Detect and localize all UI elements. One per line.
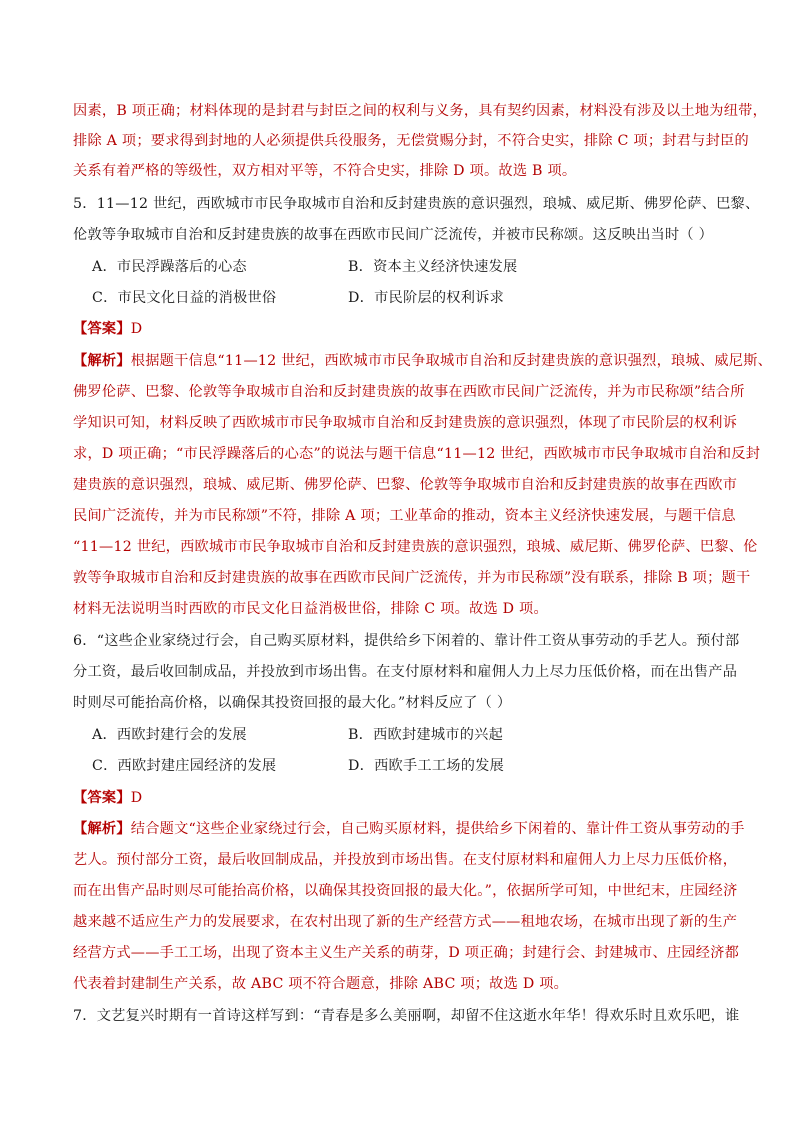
answer-value: D	[130, 790, 143, 806]
option-a: A．西欧封建行会的发展	[92, 727, 247, 743]
question-6-stem: 时则尽可能抬高价格，以确保其投资回报的最大化。”材料反应了（ ）	[73, 695, 512, 711]
analysis-text-line: 排除 A 项；要求得到封地的人必须提供兵役服务，无偿赏赐分封，不符合史实，排除 C 项；封君与封臣的	[73, 133, 749, 149]
analysis-text-line: 敦等争取城市自治和反封建贵族的故事在西欧市民间广泛流传，并为市民称颂”没有联系，排除 B 项；题干	[73, 570, 751, 586]
option-b: B．资本主义经济快速发展	[348, 259, 518, 275]
option-c: C．西欧封建庄园经济的发展	[92, 758, 277, 774]
analysis-tag: 【解析】	[73, 353, 131, 369]
question-5-analysis-first	[73, 351, 772, 371]
analysis-tag: 【解析】	[73, 821, 131, 837]
analysis-text-line: 越来越不适应生产力的发展要求，在农村出现了新的生产经营方式——租地农场，在城市出现了新的生产	[73, 914, 738, 930]
analysis-text-line: 艺人。预付部分工资，最后收回制成品，并投放到市场出售。在支付原材料和雇佣人力上尽力压低价格，	[73, 852, 738, 868]
option-c: C．市民文化日益的消极世俗	[92, 290, 277, 306]
analysis-text-line: 学知识可知，材料反映了西欧城市市民争取城市自治和反封建贵族的意识强烈，体现了市民阶层的权利诉	[73, 415, 738, 431]
analysis-text-line: 民间广泛流传，并为市民称颂”不符，排除 A 项；工业革命的推动，资本主义经济快速发展，与题干信息	[73, 508, 736, 524]
analysis-text-line: 经营方式——手工工场，出现了资本主义生产关系的萌芽，D 项正确；封建行会、封建城市、庄园经济都	[73, 945, 740, 961]
analysis-text-line: 代表着封建制生产关系，故 ABC 项不符合题意，排除 ABC 项；故选 D 项。	[73, 976, 569, 992]
answer-tag: 【答案】	[73, 321, 131, 337]
question-6-analysis-first	[73, 819, 745, 839]
option-a: A．市民浮躁落后的心态	[92, 259, 247, 275]
analysis-text-line: 材料无法说明当时西欧的市民文化日益消极世俗，排除 C 项。故选 D 项。	[73, 601, 548, 617]
analysis-text-line: 求，D 项正确；“市民浮躁落后的心态”的说法与题干信息“11—12 世纪，西欧城市市民争取城市自治和反封	[73, 446, 761, 462]
analysis-text-line: 佛罗伦萨、巴黎、伦敦等争取城市自治和反封建贵族的故事在西欧市民间广泛流传，并为市民称颂”结合所	[73, 384, 745, 400]
question-5-answer	[73, 319, 142, 339]
option-b: B．西欧封建城市的兴起	[348, 727, 504, 743]
option-d: D．西欧手工工场的发展	[348, 758, 505, 774]
question-5-stem: 5．11—12 世纪，西欧城市市民争取城市自治和反封建贵族的意识强烈，琅城、威尼斯、佛罗伦萨、巴黎、	[73, 196, 760, 212]
analysis-text: 结合题文“这些企业家绕过行会，自己购买原材料，提供给乡下闲着的、靠计件工资从事劳动的手	[130, 821, 745, 837]
analysis-text-line: 因素，B 项正确；材料体现的是封君与封臣之间的权利与义务，具有契约因素，材料没有涉及以土地为纽带，	[73, 103, 768, 119]
analysis-text-line: 关系有着严格的等级性，双方相对平等，不符合史实，排除 D 项。故选 B 项。	[73, 163, 577, 179]
analysis-text-line: 而在出售产品时则尽可能抬高价格，以确保其投资回报的最大化。”，依据所学可知，中世纪末，庄园经济	[73, 883, 738, 899]
option-d: D．市民阶层的权利诉求	[348, 290, 505, 306]
analysis-text-line: 建贵族的意识强烈，琅城、威尼斯、佛罗伦萨、巴黎、伦敦等争取城市自治和反封建贵族的故事在西欧市	[73, 477, 738, 493]
analysis-text: 根据题干信息“11—12 世纪，西欧城市市民争取城市自治和反封建贵族的意识强烈，琅城、威尼斯、	[130, 353, 773, 369]
analysis-text-line: “11—12 世纪，西欧城市市民争取城市自治和反封建贵族的意识强烈，琅城、威尼斯、佛罗伦萨、巴黎、伦	[73, 539, 758, 555]
answer-value: D	[130, 321, 143, 337]
question-5-stem: 伦敦等争取城市自治和反封建贵族的故事在西欧市民间广泛流传，并被市民称颂。这反映出当时（ ）	[73, 227, 714, 243]
question-7-stem: 7．文艺复兴时期有一首诗这样写到：“青春是多么美丽啊，却留不住这逝水年华！得欢乐时且欢乐吧，谁	[73, 1008, 740, 1024]
answer-tag: 【答案】	[73, 790, 131, 806]
question-6-stem: 6．“这些企业家绕过行会，自己购买原材料，提供给乡下闲着的、靠计件工资从事劳动的手艺人。预付部	[73, 633, 740, 649]
question-6-stem: 分工资，最后收回制成品，并投放到市场出售。在支付原材料和雇佣人力上尽力压低价格，而在出售产品	[73, 664, 738, 680]
question-6-answer	[73, 788, 142, 808]
